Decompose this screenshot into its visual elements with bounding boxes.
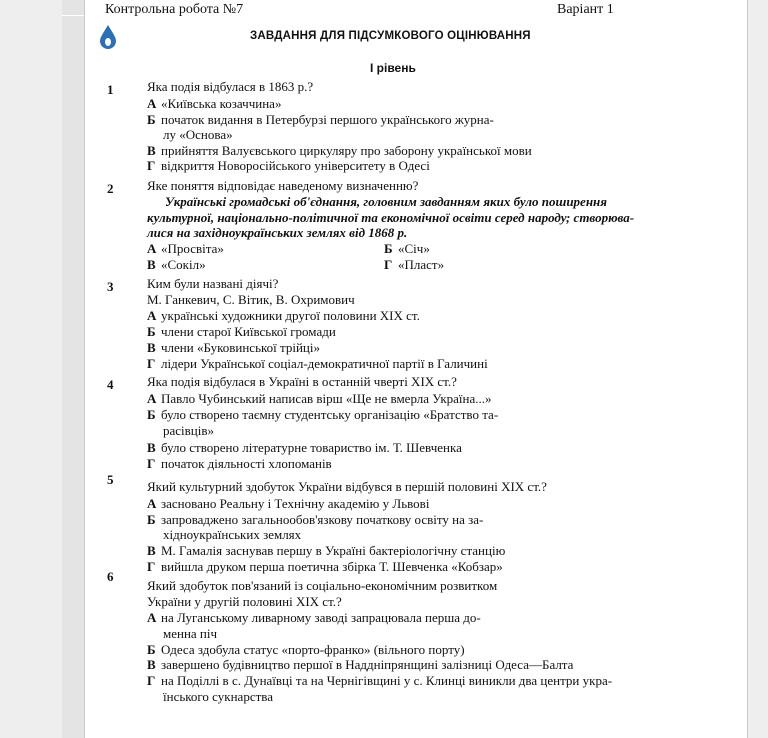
option-text: «Пласт» <box>398 257 445 272</box>
option-letter: Г <box>147 158 156 173</box>
option-letter: А <box>147 610 157 625</box>
option-text: українські художники другої половини XIX ст. <box>161 308 420 323</box>
water-drop-icon <box>98 24 118 50</box>
option-continuation: лу «Основа» <box>163 127 233 142</box>
answer-option <box>147 96 281 112</box>
option-letter: Б <box>384 241 393 256</box>
option-continuation: менна піч <box>163 626 218 641</box>
answer-option <box>147 158 430 174</box>
question-number: 1 <box>107 82 114 97</box>
answer-option <box>147 456 332 472</box>
question-text: Ким були названі діячі? <box>147 276 279 291</box>
option-letter: Г <box>147 356 156 371</box>
option-text: «Київська козаччина» <box>161 96 282 111</box>
option-letter: А <box>147 241 157 256</box>
answer-option <box>147 324 336 340</box>
option-letter: А <box>147 96 157 111</box>
option-letter: Б <box>147 407 156 422</box>
option-letter: Г <box>147 456 156 471</box>
answer-option <box>147 657 573 673</box>
question-number: 3 <box>107 279 114 294</box>
option-letter: В <box>147 340 156 355</box>
option-text: члени старої Київської громади <box>161 324 336 339</box>
answer-option <box>147 407 498 423</box>
option-continuation: расівців» <box>163 423 214 438</box>
option-text: «Сокіл» <box>161 257 206 272</box>
gutter-marker <box>62 15 84 16</box>
option-text: запроваджено загальнообов'язкову початкову освіту на за- <box>161 512 484 527</box>
question-text: України у другій половині XIX ст.? <box>147 594 342 609</box>
variant-label: Варіант 1 <box>557 2 614 17</box>
option-text: на Поділлі в с. Дунаївці та на Чернігівщині у с. Клинці виникли два центри укра- <box>161 673 613 688</box>
definition-text: Українські громадські об'єднання, головним завданням яких було поширення <box>165 194 607 209</box>
option-letter: В <box>147 143 156 158</box>
option-text: прийняття Валуєвського циркуляру про заборону української мови <box>161 143 532 158</box>
answer-option <box>147 496 429 512</box>
test-name: Контрольна робота №7 <box>105 2 244 17</box>
answer-option <box>384 257 444 273</box>
option-letter: Б <box>147 512 156 527</box>
option-text: «Просвіта» <box>161 241 224 256</box>
option-letter: Г <box>147 673 156 688</box>
option-text: лідери Української соціал-демократичної партії в Галичині <box>161 356 488 371</box>
option-letter: Г <box>147 559 156 574</box>
question-number: 4 <box>107 377 114 392</box>
option-text: вийшла друком перша поетична збірка Т. Шевченка «Кобзар» <box>161 559 503 574</box>
answer-option <box>147 308 420 324</box>
option-text: відкриття Новоросійського університету в Одесі <box>161 158 430 173</box>
option-letter: В <box>147 657 156 672</box>
question-number: 6 <box>107 569 114 584</box>
answer-option <box>147 559 503 575</box>
question-text: Яка подія відбулася в 1863 р.? <box>147 79 314 94</box>
definition-text: культурної, національно-політичної та економічної освіти серед народу; створюва- <box>147 210 635 225</box>
option-text: М. Гамалія заснував першу в Україні бактеріологічну станцію <box>161 543 506 558</box>
option-text: було створено таємну студентську організацію «Братство та- <box>161 407 499 422</box>
answer-option <box>147 673 612 689</box>
option-text: на Луганському ливарному заводі запрацювала перша до- <box>161 610 481 625</box>
question-text: Який культурний здобуток України відбувся в першій половині XIX ст.? <box>147 479 547 494</box>
option-letter: В <box>147 440 156 455</box>
option-continuation: їнського сукнарства <box>163 689 274 704</box>
option-letter: В <box>147 543 156 558</box>
definition-text: лися на західноукраїнських землях від 1868 р. <box>147 225 408 240</box>
page-gutter <box>62 0 84 738</box>
question-text: Яке поняття відповідає наведеному визначенню? <box>147 178 419 193</box>
option-text: початок видання в Петербурзі першого українського журна- <box>161 112 494 127</box>
answer-option <box>147 642 465 658</box>
question-names: М. Ганкевич, С. Вітик, В. Охримович <box>147 292 355 307</box>
level-heading: І рівень <box>370 61 416 75</box>
option-letter: А <box>147 391 157 406</box>
page-title: ЗАВДАННЯ ДЛЯ ПІДСУМКОВОГО ОЦІНЮВАННЯ <box>250 30 531 42</box>
option-text: «Січ» <box>398 241 430 256</box>
answer-option <box>147 356 488 372</box>
option-text: початок діяльності хлопоманів <box>161 456 332 471</box>
answer-option <box>147 241 224 257</box>
answer-option <box>147 257 206 273</box>
option-continuation: хідноукраїнських землях <box>163 527 302 542</box>
answer-option <box>147 340 320 356</box>
question-text: Яка подія відбулася в Україні в останній чверті XIX ст.? <box>147 374 457 389</box>
question-text: Який здобуток пов'язаний із соціально-економічним розвитком <box>147 578 498 593</box>
option-text: завершено будівництво першої в Наддніпрянщині залізниці Одеса—Балта <box>161 657 574 672</box>
answer-option <box>147 610 481 626</box>
answer-option <box>147 391 492 407</box>
answer-option <box>147 440 462 456</box>
answer-option <box>147 512 483 528</box>
option-text: засновано Реальну і Технічну академію у Львові <box>161 496 430 511</box>
question-number: 2 <box>107 181 114 196</box>
answer-option <box>147 143 532 159</box>
option-letter: Б <box>147 642 156 657</box>
option-text: члени «Буковинської трійці» <box>161 340 321 355</box>
answer-option <box>147 543 505 559</box>
option-text: Одеса здобула статус «порто-франко» (вільного порту) <box>161 642 465 657</box>
answer-option <box>384 241 430 257</box>
option-letter: В <box>147 257 156 272</box>
option-letter: Б <box>147 112 156 127</box>
option-letter: Б <box>147 324 156 339</box>
question-number: 5 <box>107 472 114 487</box>
answer-option <box>147 112 494 128</box>
option-letter: А <box>147 308 157 323</box>
option-letter: Г <box>384 257 393 272</box>
option-text: Павло Чубинський написав вірш «Ще не вмерла Україна...» <box>161 391 492 406</box>
option-letter: А <box>147 496 157 511</box>
option-text: було створено літературне товариство ім. Т. Шевченка <box>161 440 462 455</box>
